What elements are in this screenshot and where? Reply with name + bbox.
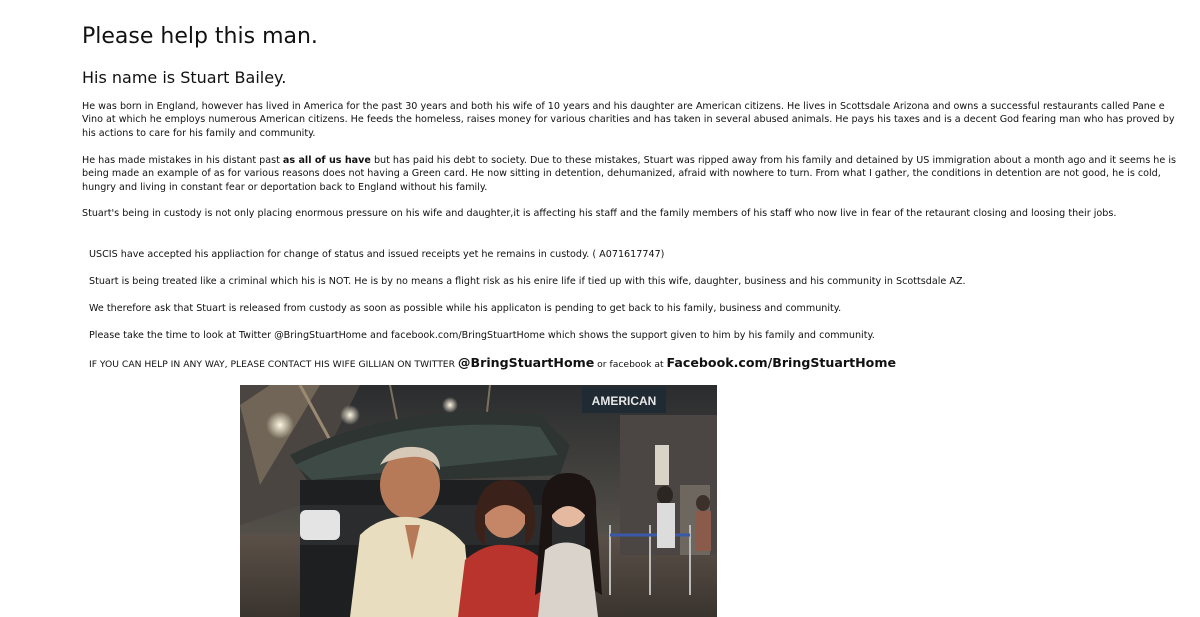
man-head <box>380 451 440 519</box>
contact-prefix: IF YOU CAN HELP IN ANY WAY, PLEASE CONTACT HIS WIFE GILLIAN ON TWITTER <box>89 359 458 370</box>
family-photo <box>240 385 717 617</box>
daughter-dress <box>538 543 598 617</box>
paragraph-detention-emphasis: as all of us have <box>282 155 371 166</box>
twitter-handle-link[interactable]: @BringStuartHome <box>457 355 595 370</box>
paragraph-detention <box>82 154 1182 194</box>
woman-top <box>458 545 548 617</box>
contact-middle: or facebook at <box>594 359 667 370</box>
facebook-link[interactable]: Facebook.com/BringStuartHome <box>666 355 896 370</box>
paragraph-detention-text-start: He has made mistakes in his distant past <box>82 155 283 166</box>
paragraph-detention-text-end: but has paid his debt to society. Due to these mistakes, Stuart was ripped away from his family and detained by US immigration about a month ago and it seems he is being made an example of as for various reasons does not having a Green card. He now sitting in detention, dehumanized, afraid with nowhere to turn. From what I gather, the conditions in detention are not good, he is cold, hungry and living in constant fear or deportation back to England without his family. <box>82 155 1177 193</box>
uscis-status-line: USCIS have accepted his appliaction for change of status and issued receipts yet he remains in custody. ( A071617747) <box>89 249 665 260</box>
release-request-line: We therefore ask that Stuart is released from custody as soon as possible while his applicaton is pending to get back to his family, business and community. <box>89 303 842 314</box>
paragraph-background: He was born in England, however has lived in America for the past 30 years and both his wife of 10 years and his daughter are American citizens. He lives in Scottsdale Arizona and owns a successful restaurants called Pane e Vino at which he employs numerous American citizens. He feeds the homeless, raises money for various charities and has taken in several abused animals. He pays his taxes and is a decent God fearing man who has proved by his actions to care for his family and community. <box>82 101 1175 139</box>
page-title: Please help this man. <box>82 24 318 49</box>
support-links-line: Please take the time to look at Twitter @BringStuartHome and facebook.com/BringStuartHome which shows the support given to him by his family and community. <box>89 330 875 341</box>
american-sign-text: AMERICAN <box>591 394 657 408</box>
not-criminal-line: Stuart is being treated like a criminal which his is NOT. He is by no means a flight risk as his enire life if tied up with this wife, daughter, business and his community in Scottsdale AZ. <box>89 276 966 287</box>
paragraph-custody-impact: Stuart's being in custody is not only placing enormous pressure on his wife and daughter,it is affecting his staff and the family members of his staff who now live in fear of the retaurant closing and loosing their jobs. <box>82 208 1117 219</box>
contact-line <box>89 356 896 371</box>
page-subtitle: His name is Stuart Bailey. <box>82 68 287 87</box>
